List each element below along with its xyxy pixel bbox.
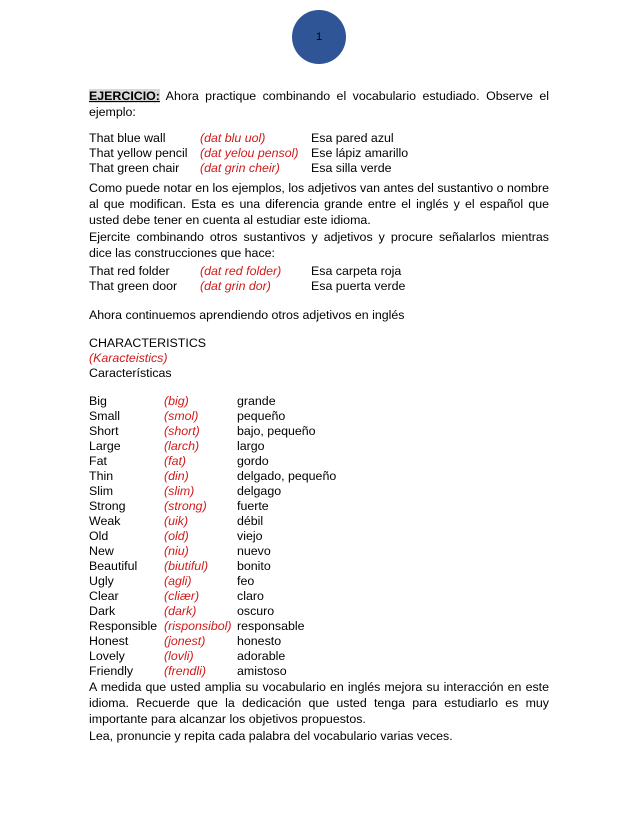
vocabulary-spanish: adorable [237, 649, 286, 663]
example-spanish: Esa pared azul [311, 131, 394, 145]
example-english: That blue wall [89, 131, 166, 145]
vocabulary-english: Beautiful [89, 559, 138, 573]
vocabulary-pronunciation: (niu) [164, 544, 189, 558]
example-pronunciation: (dat grin cheir) [200, 161, 280, 175]
vocabulary-english: Ugly [89, 574, 114, 588]
vocabulary-spanish: bajo, pequeño [237, 424, 316, 438]
vocabulary-pronunciation: (biutiful) [164, 559, 209, 573]
vocabulary-row [89, 588, 549, 603]
closing-paragraph-text: A medida que usted amplia su vocabulario en inglés mejora su interacción en este idioma. Recuerde que la dedicación que usted tenga para estudiarlo es muy importante para alcanzar los objetivos propuestos. [89, 680, 549, 726]
example-english: That green chair [89, 161, 180, 175]
vocabulary-pronunciation: (lovli) [164, 649, 194, 663]
vocabulary-spanish: delgado, pequeño [237, 469, 337, 483]
vocabulary-spanish: claro [237, 589, 264, 603]
grammar-note-text: Como puede notar en los ejemplos, los adjetivos van antes del sustantivo o nombre al que modifican. Esta es una diferencia grande entre el inglés y el español que usted debe tener en cuenta al estudiar este idioma. [89, 181, 549, 227]
vocabulary-english: Honest [89, 634, 129, 648]
vocabulary-row [89, 648, 549, 663]
example-row [89, 130, 549, 145]
vocabulary-pronunciation: (short) [164, 424, 200, 438]
example-pronunciation: (dat red folder) [200, 264, 282, 278]
vocabulary-english: Thin [89, 469, 114, 483]
example-english: That yellow pencil [89, 146, 188, 160]
vocabulary-spanish: responsable [237, 619, 305, 633]
vocabulary-english: New [89, 544, 114, 558]
vocabulary-row [89, 423, 549, 438]
vocabulary-english: Slim [89, 484, 114, 498]
section-title-pronunciation: (Karacteistics) [89, 351, 168, 365]
vocabulary-row [89, 543, 549, 558]
vocabulary-row [89, 393, 549, 408]
vocabulary-pronunciation: (dark) [164, 604, 197, 618]
vocabulary-pronunciation: (old) [164, 529, 189, 543]
vocabulary-english: Clear [89, 589, 119, 603]
vocabulary-pronunciation: (jonest) [164, 634, 206, 648]
vocabulary-spanish: honesto [237, 634, 282, 648]
example-row [89, 145, 549, 160]
vocabulary-english: Dark [89, 604, 116, 618]
example-pronunciation: (dat grin dor) [200, 279, 271, 293]
example-spanish: Esa puerta verde [311, 279, 406, 293]
example-row [89, 160, 549, 175]
vocabulary-spanish: grande [237, 394, 276, 408]
vocabulary-spanish: pequeño [237, 409, 286, 423]
vocabulary-english: Fat [89, 454, 107, 468]
vocabulary-row [89, 528, 549, 543]
vocabulary-row [89, 438, 549, 453]
vocabulary-row [89, 573, 549, 588]
vocabulary-english: Strong [89, 499, 126, 513]
vocabulary-spanish: bonito [237, 559, 271, 573]
vocabulary-pronunciation: (fat) [164, 454, 187, 468]
vocabulary-pronunciation: (frendli) [164, 664, 206, 678]
page-number-badge [292, 10, 346, 64]
vocabulary-english: Small [89, 409, 120, 423]
vocabulary-row [89, 468, 549, 483]
vocabulary-pronunciation: (big) [164, 394, 189, 408]
vocabulary-pronunciation: (strong) [164, 499, 207, 513]
example-spanish: Esa carpeta roja [311, 264, 402, 278]
vocabulary-row [89, 453, 549, 468]
vocabulary-spanish: feo [237, 574, 255, 588]
vocabulary-pronunciation: (smol) [164, 409, 199, 423]
vocabulary-spanish: débil [237, 514, 264, 528]
practice-instruction-text: Ejercite combinando otros sustantivos y adjetivos y procure señalarlos mientras dice las construcciones que hace: [89, 230, 549, 260]
intro-text: Ahora continuemos aprendiendo otros adjetivos en inglés [89, 308, 405, 322]
vocabulary-pronunciation: (uik) [164, 514, 189, 528]
example-spanish: Ese lápiz amarillo [311, 146, 409, 160]
vocabulary-spanish: gordo [237, 454, 269, 468]
vocabulary-row [89, 603, 549, 618]
example-pronunciation: (dat yelou pensol) [200, 146, 299, 160]
vocabulary-english: Big [89, 394, 107, 408]
vocabulary-spanish: largo [237, 439, 265, 453]
vocabulary-pronunciation: (larch) [164, 439, 200, 453]
vocabulary-row [89, 513, 549, 528]
vocabulary-spanish: viejo [237, 529, 263, 543]
page-number: 1 [315, 31, 323, 43]
examples-list [89, 130, 549, 175]
vocabulary-pronunciation: (risponsibol) [164, 619, 232, 633]
exercise-label: EJERCICIO: [89, 89, 160, 103]
exercise-instruction-text: Ahora practique combinando el vocabulario estudiado. Observe el ejemplo: [89, 89, 549, 119]
example-english: That red folder [89, 264, 170, 278]
closing-instruction-text: Lea, pronuncie y repita cada palabra del vocabulario varias veces. [89, 729, 453, 743]
vocabulary-row [89, 408, 549, 423]
example-spanish: Esa silla verde [311, 161, 392, 175]
vocabulary-spanish: amistoso [237, 664, 287, 678]
example-pronunciation: (dat blu uol) [200, 131, 266, 145]
vocabulary-spanish: nuevo [237, 544, 271, 558]
vocabulary-english: Responsible [89, 619, 158, 633]
grammar-note [89, 180, 549, 228]
vocabulary-english: Large [89, 439, 121, 453]
vocabulary-english: Short [89, 424, 119, 438]
vocabulary-row [89, 663, 549, 678]
vocabulary-pronunciation: (agli) [164, 574, 192, 588]
vocabulary-row [89, 618, 549, 633]
vocabulary-row [89, 558, 549, 573]
vocabulary-english: Old [89, 529, 109, 543]
section-title-spanish: Características [89, 366, 172, 380]
practice-examples-list [89, 263, 549, 293]
vocabulary-english: Friendly [89, 664, 134, 678]
vocabulary-spanish: fuerte [237, 499, 269, 513]
vocabulary-spanish: oscuro [237, 604, 275, 618]
vocabulary-english: Lovely [89, 649, 125, 663]
example-row [89, 263, 549, 278]
vocabulary-row [89, 498, 549, 513]
vocabulary-english: Weak [89, 514, 121, 528]
vocabulary-pronunciation: (slim) [164, 484, 195, 498]
exercise-instruction [89, 88, 549, 120]
example-english: That green door [89, 279, 178, 293]
vocabulary-row [89, 483, 549, 498]
section-heading [89, 335, 549, 380]
vocabulary-list [89, 393, 549, 678]
vocabulary-spanish: delgago [237, 484, 282, 498]
vocabulary-row [89, 633, 549, 648]
closing-paragraph [89, 679, 549, 727]
practice-instruction [89, 229, 549, 261]
closing-instruction [89, 728, 549, 744]
vocabulary-pronunciation: (din) [164, 469, 189, 483]
vocabulary-pronunciation: (cliær) [164, 589, 200, 603]
section-title-english: CHARACTERISTICS [89, 336, 207, 350]
intro-line [89, 307, 549, 323]
example-row [89, 278, 549, 293]
